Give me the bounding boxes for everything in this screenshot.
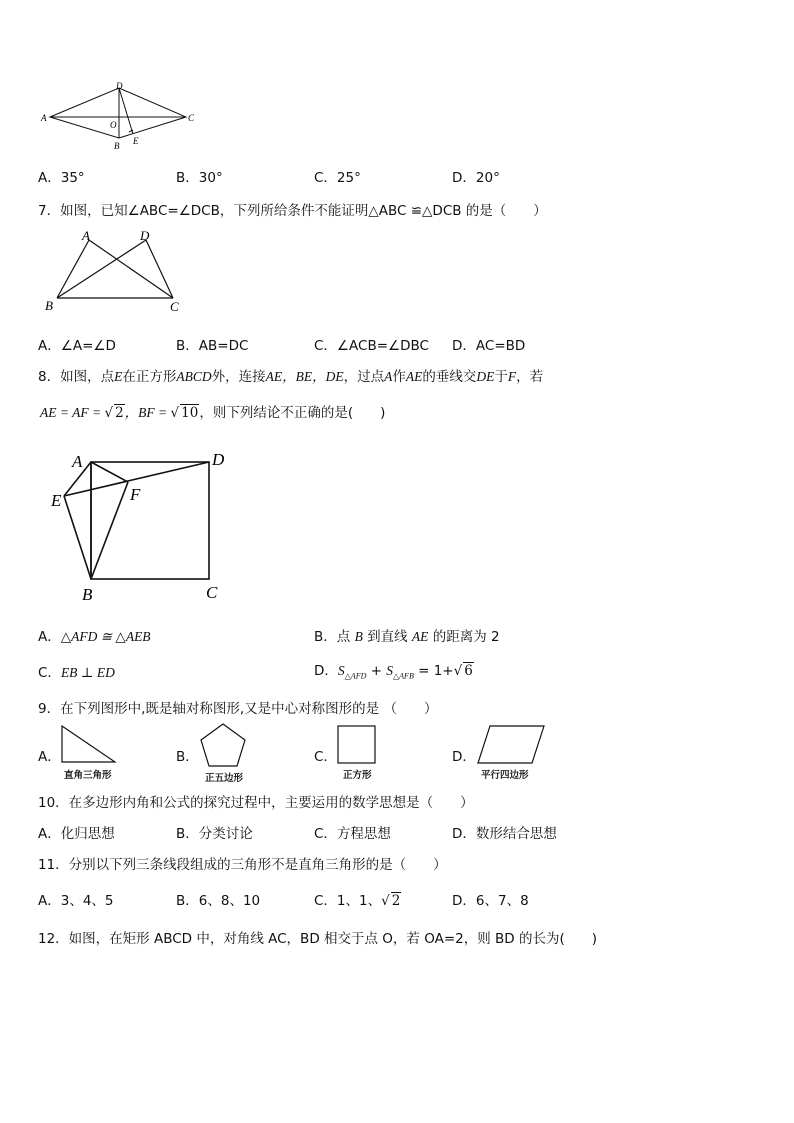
q6-label-E: E [133, 136, 139, 146]
q7-question: 7．如图，已知∠ABC=∠DCB，下列所给条件不能证明△ABC ≌△DCB 的是（ ） [38, 203, 547, 219]
q7-label-D: D [140, 228, 150, 243]
q8-option-b: B．点 B 到直线 AE 的距离为 2 [314, 629, 500, 645]
q10-option-b: B．分类讨论 [176, 826, 253, 842]
q7-label-C: C [170, 299, 179, 314]
q9-option-c-label: C． [314, 749, 337, 765]
q8-label-E: E [51, 491, 62, 510]
q11-option-d: D．6、7、8 [452, 893, 529, 909]
q8-label-F: F [130, 485, 141, 504]
q9-option-b-caption: 正五边形 [205, 773, 244, 784]
q6-label-O: O [110, 120, 117, 130]
q8-figure [50, 445, 240, 605]
q6-label-C: C [188, 113, 195, 123]
q8-label-C: C [206, 583, 218, 602]
q6-label-D: D [116, 81, 123, 91]
q8-label-D: D [212, 450, 225, 469]
q10-option-a: A．化归思想 [38, 826, 115, 842]
right-triangle-shape [60, 724, 120, 766]
q10-question: 10．在多边形内角和公式的探究过程中，主要运用的数学思想是（ ） [38, 795, 474, 811]
q11-question: 11．分别以下列三条线段组成的三角形不是直角三角形的是（ ） [38, 857, 447, 873]
q6-option-b: B．30° [176, 170, 223, 186]
q7-option-d: D．AC=BD [452, 338, 526, 354]
q7-label-B: B [45, 298, 53, 313]
q8-option-a: A．△AFD ≅ △AEB [38, 629, 151, 645]
q11-option-b: B．6、8、10 [176, 893, 261, 909]
q6-option-a: A．35° [38, 170, 85, 186]
q11-option-a: A．3、4、5 [38, 893, 114, 909]
q6-option-d: D．20° [452, 170, 500, 186]
pentagon-shape [199, 722, 249, 770]
q7-figure [42, 228, 192, 313]
q8-label-B: B [82, 585, 93, 604]
q9-option-d-caption: 平行四边形 [481, 770, 529, 781]
parallelogram-shape [476, 724, 548, 766]
q7-label-A: A [82, 228, 90, 243]
q6-label-B: B [114, 141, 120, 151]
q8-option-c: C．EB ⊥ ED [38, 665, 115, 681]
q9-option-c-caption: 正方形 [343, 770, 372, 781]
q9-option-d-label: D． [452, 749, 476, 765]
q8-question-line1: 8．如图，点E在正方形ABCD外，连接AE，BE，DE，过点A作AE的垂线交DE于F，若 [38, 369, 544, 385]
q8-label-A: A [72, 452, 83, 471]
q11-option-c: C．1、1、√ 2 [314, 893, 401, 909]
q6-label-A: A [41, 113, 47, 123]
q10-option-c: C．方程思想 [314, 826, 391, 842]
q8-question-line2: AE = AF = √ 2，BF = √ 10，则下列结论不正确的是( ) [40, 405, 386, 421]
q9-option-a-label: A． [38, 749, 61, 765]
q7-option-b: B．AB=DC [176, 338, 249, 354]
square-shape [337, 725, 377, 765]
q10-option-d: D．数形结合思想 [452, 826, 557, 842]
q9-question: 9．在下列图形中,既是轴对称图形,又是中心对称图形的是 （ ） [38, 701, 438, 717]
q9-option-a-caption: 直角三角形 [64, 770, 112, 781]
q6-option-c: C．25° [314, 170, 361, 186]
q7-option-c: C．∠ACB=∠DBC [314, 338, 429, 354]
q6-figure [38, 82, 198, 152]
q7-option-a: A．∠A=∠D [38, 338, 116, 354]
q8-option-d: D．$S_{\triangle AFD} + S_{\triangle AFB} = 1+√$ 6 [314, 663, 473, 681]
q9-option-b-label: B． [176, 749, 199, 765]
q12-question: 12．如图，在矩形 ABCD 中，对角线 AC，BD 相交于点 O，若 OA=2，则 BD 的长为( ) [38, 931, 598, 947]
